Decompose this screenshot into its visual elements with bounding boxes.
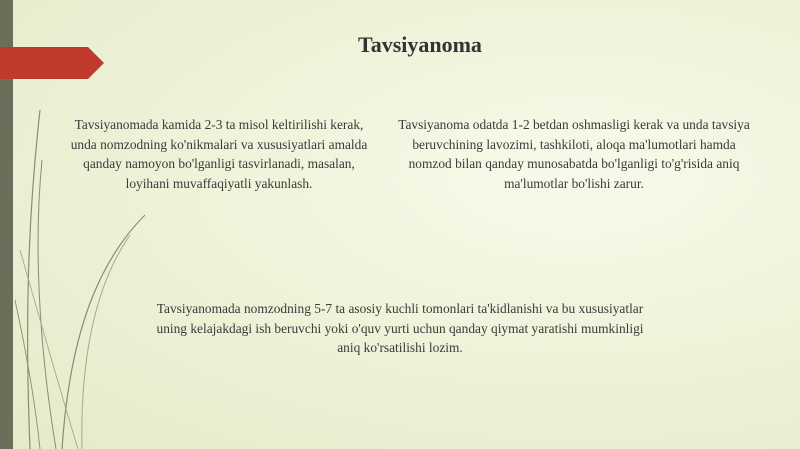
decor-curve bbox=[38, 160, 56, 449]
text-block-strengths: Tavsiyanomada nomzodning 5-7 ta asosiy kuchli tomonlari ta'kidlanishi va bu xususiyatlar uning kelajakdagi ish beruvchi yoki o'quv yurti uchun qanday qiymat yaratishi mumkinligi aniq ko'rsatilishi lozim. bbox=[156, 301, 644, 355]
arrow-banner-icon bbox=[0, 47, 104, 79]
text-block-length-contacts: Tavsiyanoma odatda 1-2 betdan oshmasligi kerak va unda tavsiya beruvchining lavozimi, tashkiloti, aloqa ma'lumotlari hamda nomzod bilan qanday munosabatda bo'lganligi to'g'risida aniq ma'lumotlar bo'lishi zarur. bbox=[398, 117, 750, 191]
text-block-examples: Tavsiyanomada kamida 2-3 ta misol keltirilishi kerak, unda nomzodning ko'nikmalari va xususiyatlari amalda qanday namoyon bo'lganligi tasvirlanadi, masalan, loyihani muvaffaqiyatli yakunlash. bbox=[70, 117, 368, 191]
decor-curve bbox=[62, 215, 145, 449]
slide-title: Tavsiyanoma bbox=[358, 32, 482, 57]
